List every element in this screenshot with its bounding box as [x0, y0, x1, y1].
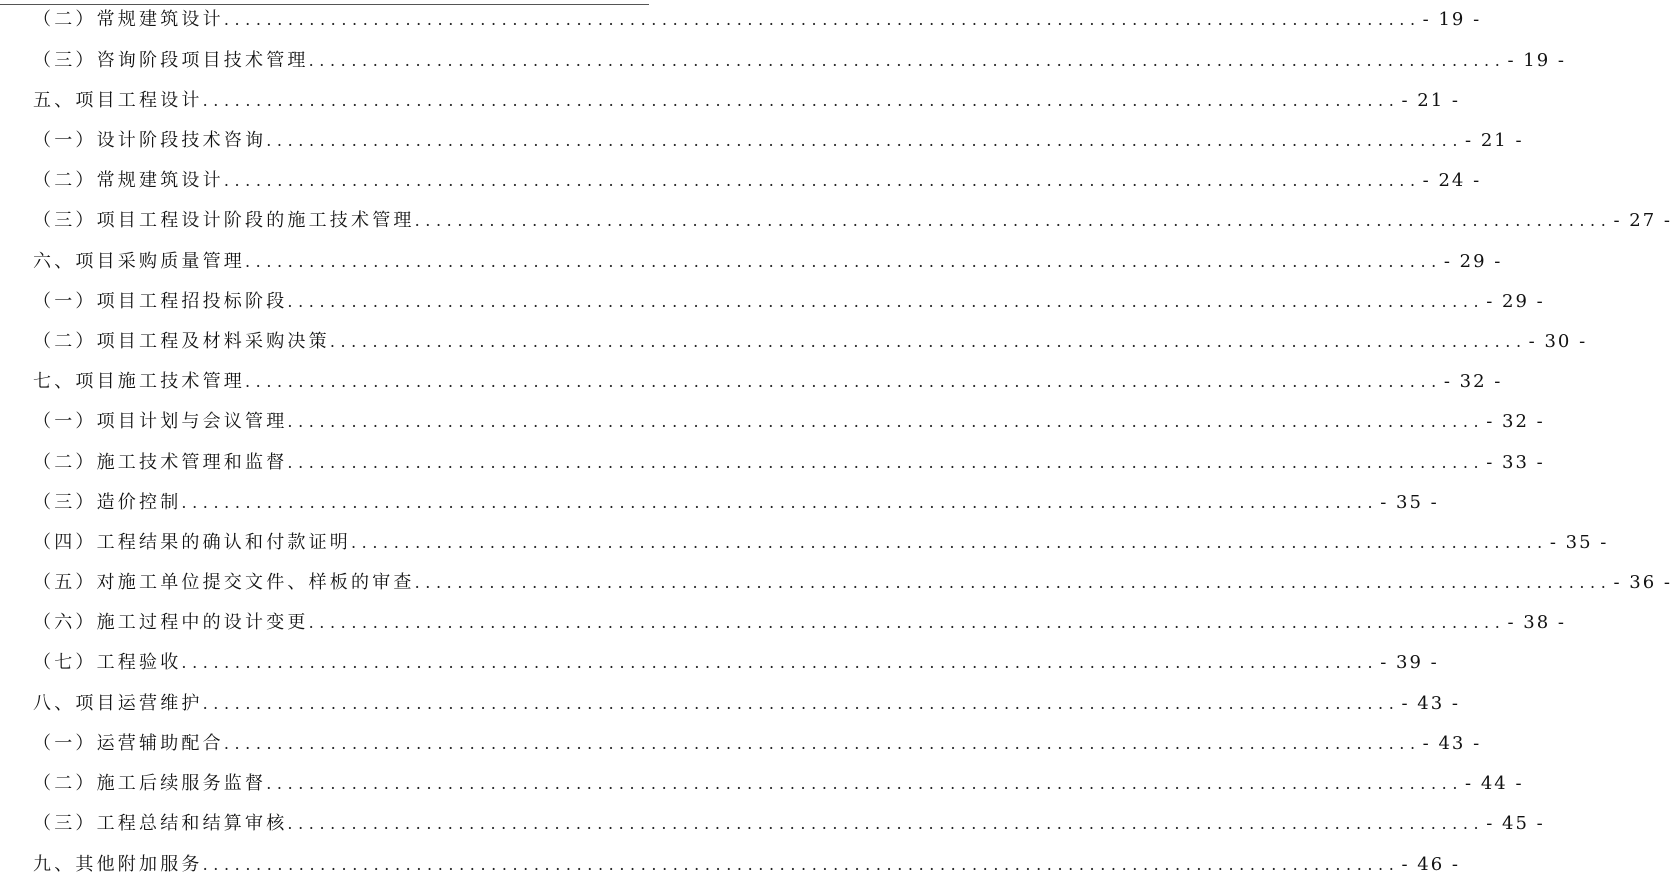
toc-dot-leader: ................................................................................................................	[223, 10, 1421, 29]
toc-page-number: - 30 -	[1528, 331, 1588, 352]
toc-page-number: - 27 -	[1613, 210, 1672, 231]
toc-entry-title: （一）设计阶段技术咨询	[33, 130, 267, 151]
toc-dot-leader: ................................................................................................................	[202, 855, 1400, 874]
toc-dot-leader: ................................................................................................................	[414, 211, 1612, 230]
toc-entry[interactable]	[33, 208, 1672, 234]
toc-entry[interactable]	[33, 490, 1439, 516]
toc-entry[interactable]	[33, 329, 1588, 355]
toc-dot-leader: ................................................................................................................	[308, 51, 1506, 70]
toc-entry-title: （七）工程验收	[33, 652, 182, 673]
toc-page-number: - 38 -	[1507, 612, 1566, 633]
toc-page-number: - 33 -	[1486, 452, 1545, 473]
toc-page-number: - 32 -	[1486, 411, 1545, 432]
toc-entry[interactable]	[33, 289, 1545, 315]
toc-entry[interactable]	[33, 610, 1566, 636]
toc-page-number: - 44 -	[1465, 773, 1524, 794]
toc-entry-title: 七、项目施工技术管理	[33, 371, 245, 392]
toc-page-number: - 46 -	[1401, 854, 1460, 875]
toc-page-number: - 21 -	[1401, 90, 1460, 111]
toc-entry[interactable]	[33, 731, 1482, 757]
toc-entry-title: （一）运营辅助配合	[33, 733, 224, 754]
toc-dot-leader: ................................................................................................................	[287, 453, 1485, 472]
toc-entry[interactable]	[33, 771, 1524, 797]
toc-page-number: - 36 -	[1613, 572, 1672, 593]
toc-dot-leader: ................................................................................................................	[308, 613, 1506, 632]
toc-dot-leader: ................................................................................................................	[245, 372, 1442, 391]
toc-dot-leader: ................................................................................................................	[287, 412, 1485, 431]
toc-dot-leader: ................................................................................................................	[181, 653, 1379, 672]
toc-page-number: - 29 -	[1443, 251, 1503, 272]
toc-entry-title: 九、其他附加服务	[33, 854, 203, 875]
toc-page-number: - 35 -	[1380, 492, 1439, 513]
toc-page-number: - 19 -	[1507, 50, 1566, 71]
toc-page-number: - 45 -	[1486, 813, 1545, 834]
toc-entry-title: 八、项目运营维护	[33, 693, 203, 714]
toc-entry[interactable]	[33, 409, 1545, 435]
toc-page-number: - 39 -	[1380, 652, 1439, 673]
toc-entry-title: （二）施工后续服务监督	[33, 773, 267, 794]
toc-dot-leader: ................................................................................................................	[287, 292, 1485, 311]
toc-dot-leader: ................................................................................................................	[181, 493, 1379, 512]
toc-entry[interactable]	[33, 852, 1460, 878]
toc-entry[interactable]	[33, 7, 1482, 33]
header-rule	[0, 4, 649, 5]
toc-entry-title: （三）项目工程设计阶段的施工技术管理	[33, 210, 415, 231]
toc-entry[interactable]	[33, 530, 1609, 556]
toc-dot-leader: ................................................................................................................	[266, 131, 1464, 150]
toc-entry-title: （二）常规建筑设计	[33, 170, 224, 191]
toc-entry-title: （一）项目计划与会议管理	[33, 411, 288, 432]
toc-entry-title: （三）工程总结和结算审核	[33, 813, 288, 834]
toc-dot-leader: ................................................................................................................	[287, 814, 1485, 833]
toc-page-number: - 43 -	[1422, 733, 1482, 754]
toc-dot-leader: ................................................................................................................	[223, 734, 1421, 753]
toc-entry[interactable]	[33, 811, 1545, 837]
toc-entry-title: （二）常规建筑设计	[33, 9, 224, 30]
toc-dot-leader: ................................................................................................................	[329, 332, 1527, 351]
toc-dot-leader: ................................................................................................................	[351, 533, 1548, 552]
toc-entry-title: （二）项目工程及材料采购决策	[33, 331, 330, 352]
toc-entry[interactable]	[33, 128, 1524, 154]
toc-entry[interactable]	[33, 450, 1545, 476]
toc-entry-title: （二）施工技术管理和监督	[33, 452, 288, 473]
toc-page-number: - 35 -	[1549, 532, 1609, 553]
toc-dot-leader: ................................................................................................................	[202, 694, 1400, 713]
toc-entry-title: 六、项目采购质量管理	[33, 251, 245, 272]
toc-entry-title: （四）工程结果的确认和付款证明	[33, 532, 351, 553]
toc-page-number: - 21 -	[1465, 130, 1524, 151]
toc-entry-title: （三）咨询阶段项目技术管理	[33, 50, 309, 71]
toc-dot-leader: ................................................................................................................	[223, 171, 1421, 190]
toc-entry-title: （五）对施工单位提交文件、样板的审查	[33, 572, 415, 593]
toc-entry-title: 五、项目工程设计	[33, 90, 203, 111]
toc-entry[interactable]	[33, 691, 1460, 717]
toc-entry[interactable]	[33, 168, 1482, 194]
toc-page-number: - 32 -	[1443, 371, 1503, 392]
toc-page-number: - 43 -	[1401, 693, 1460, 714]
toc-entry[interactable]	[33, 369, 1503, 395]
toc-dot-leader: ................................................................................................................	[414, 573, 1612, 592]
toc-dot-leader: ................................................................................................................	[202, 91, 1400, 110]
toc-dot-leader: ................................................................................................................	[245, 252, 1442, 271]
toc-page-number: - 24 -	[1422, 170, 1482, 191]
toc-entry-title: （六）施工过程中的设计变更	[33, 612, 309, 633]
toc-entry[interactable]	[33, 88, 1460, 114]
toc-dot-leader: ................................................................................................................	[266, 774, 1464, 793]
toc-entry[interactable]	[33, 570, 1672, 596]
toc-page-number: - 19 -	[1422, 9, 1482, 30]
toc-entry[interactable]	[33, 249, 1503, 275]
toc-entry[interactable]	[33, 650, 1439, 676]
toc-entry[interactable]	[33, 48, 1566, 74]
toc-entry-title: （三）造价控制	[33, 492, 182, 513]
toc-entry-title: （一）项目工程招投标阶段	[33, 291, 288, 312]
toc-page-number: - 29 -	[1486, 291, 1545, 312]
